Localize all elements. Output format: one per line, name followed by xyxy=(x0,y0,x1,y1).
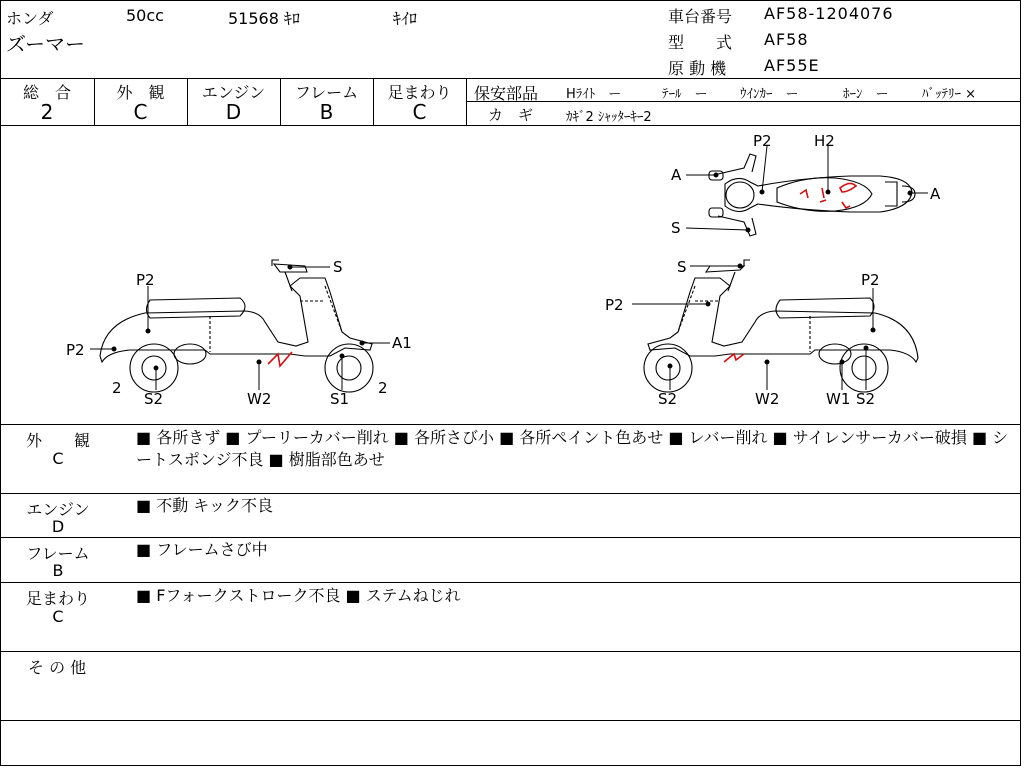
remark-exterior-text: ■ 各所きず ■ プーリーカバー削れ ■ 各所さび小 ■ 各所ペイント色あせ ■ レバー削れ ■ サイレンサーカバー破損 ■ シートスポンジ不良 ■ 樹脂部色あせ xyxy=(136,428,1009,469)
divider xyxy=(0,651,1021,652)
frame-number: AF58-1204076 xyxy=(764,4,894,23)
diagram-label: W2 xyxy=(247,390,272,408)
diagram-label: P2 xyxy=(66,341,85,359)
divider xyxy=(0,78,1021,79)
diagram-label: S1 xyxy=(330,390,350,408)
divider xyxy=(0,720,1021,721)
divider xyxy=(0,424,1021,425)
diagram-label: P2 xyxy=(605,296,624,314)
damage-mark xyxy=(840,183,856,192)
safety-horn: ﾎｰﾝ ー xyxy=(843,87,889,102)
damage-mark xyxy=(724,354,744,362)
maker-name: ホンダ xyxy=(6,9,54,28)
key-value: ｶｷﾞ2 ｼｬｯﾀｰｷｰ2 xyxy=(566,110,652,125)
safety-headlight: Hﾗｲﾄ ー xyxy=(566,87,622,102)
diagram-label: W1 xyxy=(826,390,851,408)
diagram-label: A1 xyxy=(392,334,412,352)
grade-engine-value: D xyxy=(225,100,242,124)
diagram-label: S2 xyxy=(144,390,164,408)
diagram-label: P2 xyxy=(136,271,155,289)
grade-suspension-value: C xyxy=(412,100,427,124)
remark-suspension-grade: C xyxy=(52,607,64,626)
grade-suspension-label: 足まわり xyxy=(387,83,452,102)
damage-mark xyxy=(800,190,808,198)
grade-overall-label: 総 合 xyxy=(22,83,71,102)
grade-exterior-value: C xyxy=(133,100,148,124)
mileage: 51568 ｷﾛ xyxy=(228,9,300,28)
diagram-label: H2 xyxy=(814,132,835,150)
remark-engine-text: ■ 不動 キック不良 xyxy=(136,496,273,515)
body-color: ｷｲﾛ xyxy=(393,9,418,28)
diagram-label: S xyxy=(671,219,681,237)
model-name: ズーマー xyxy=(6,32,85,56)
safety-winker: ｳｲﾝｶｰ ー xyxy=(740,87,799,102)
divider xyxy=(0,537,1021,538)
diagram-label: 2 xyxy=(112,379,122,397)
diagram-label: S2 xyxy=(658,390,678,408)
remark-frame-label: フレーム xyxy=(26,544,90,563)
remark-suspension-label: 足まわり xyxy=(25,589,90,608)
diagram-label: P2 xyxy=(861,271,880,289)
remark-exterior-grade: C xyxy=(52,449,64,468)
key-label: カ ギ xyxy=(488,106,534,124)
diagram-label: S xyxy=(333,258,343,276)
safety-parts-title: 保安部品 xyxy=(474,84,539,103)
remark-engine-grade: D xyxy=(51,517,65,536)
remark-frame-grade: B xyxy=(52,561,64,580)
damage-mark xyxy=(842,202,850,208)
diagram-label: A xyxy=(671,166,682,184)
divider xyxy=(0,493,1021,494)
grade-overall-value: 2 xyxy=(40,100,54,124)
diagram-label: W2 xyxy=(755,390,780,408)
damage-mark xyxy=(820,188,826,202)
type-label: 型 式 xyxy=(668,33,733,52)
diagram-label: S2 xyxy=(856,390,876,408)
safety-battery: ﾊﾞｯﾃﾘｰ × xyxy=(922,87,977,102)
remark-suspension-text: ■ Fフォークストローク不良 ■ ステムねじれ xyxy=(136,586,461,605)
remark-engine-label: エンジン xyxy=(26,500,90,519)
divider xyxy=(0,582,1021,583)
engine-model-value: AF55E xyxy=(764,56,820,75)
damage-marks xyxy=(268,183,856,366)
diagram-label: S xyxy=(677,258,687,276)
grade-frame-value: B xyxy=(319,100,334,124)
remark-exterior-label: 外 観 xyxy=(25,431,90,450)
remark-other-label: そ の 他 xyxy=(28,658,87,677)
diagram-label: P2 xyxy=(753,132,772,150)
displacement: 50cc xyxy=(126,6,164,25)
diagram-label: 2 xyxy=(378,379,388,397)
frame-number-label: 車台番号 xyxy=(668,7,733,26)
grade-frame-label: フレーム xyxy=(294,83,359,102)
remark-frame-text: ■ フレームさび中 xyxy=(136,540,268,559)
grade-engine-label: エンジン xyxy=(201,83,266,102)
divider xyxy=(466,78,467,125)
diagram-label: A xyxy=(930,185,941,203)
top-view-scooter xyxy=(709,154,915,236)
grade-exterior-label: 外 観 xyxy=(116,83,165,102)
engine-model-label: 原 動 機 xyxy=(668,59,727,78)
safety-tail: ﾃｰﾙ ー xyxy=(662,87,708,102)
type-value: AF58 xyxy=(764,30,809,49)
